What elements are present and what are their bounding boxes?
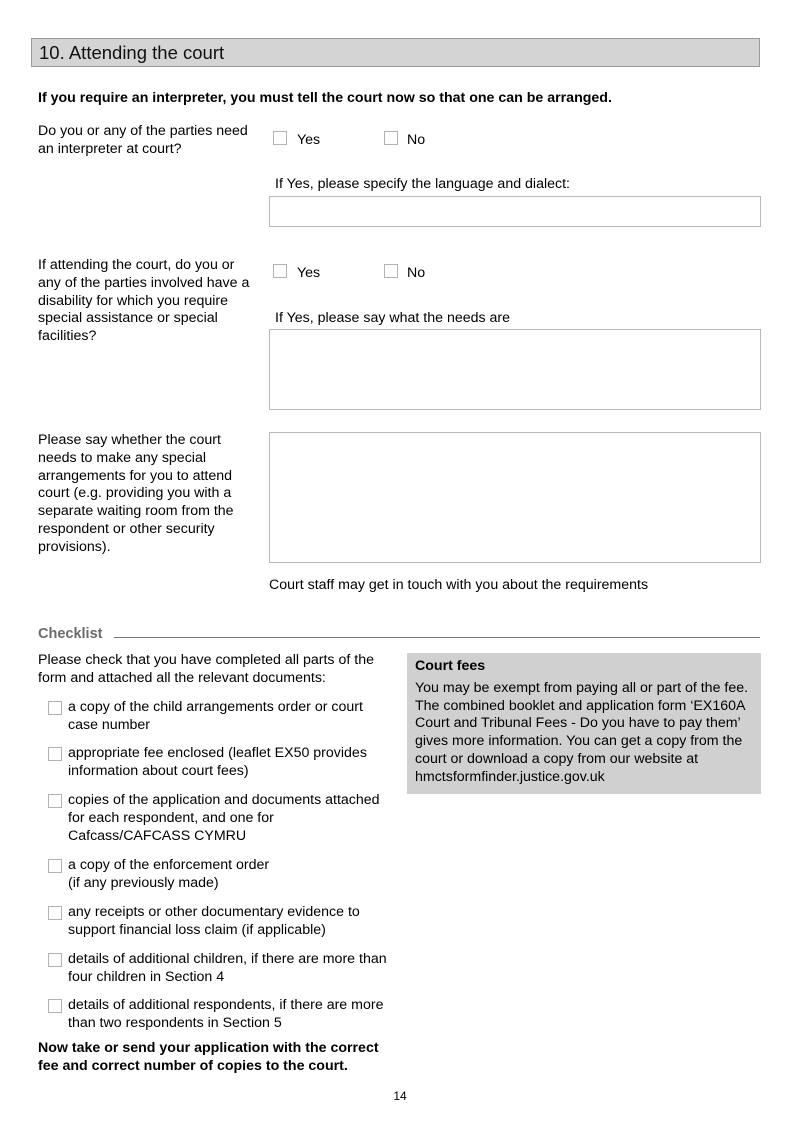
disability-question: If attending the court, do you or any of the parties involved have a disability for which you require special assistance or special facilities? [38,257,250,345]
checklist-checkbox[interactable] [48,701,62,715]
interpreter-language-field[interactable] [269,196,761,227]
interpreter-no-label: No [407,132,426,148]
interpreter-yes-label: Yes [297,132,321,148]
checklist-item-text: details of additional children, if there are more than four children in Section 4 [68,951,387,985]
court-fees-body: You may be exempt from paying all or part of the fee. The combined booklet and application form ‘EX160A Court and Tribunal Fees - Do you have to pay them’ gives more information. You can get a copy from the court or download a copy from our website at hmctsformfinder.justice.gov.uk [415,679,749,785]
checklist-item-text: a copy of the enforcement order (if any previously made) [68,857,270,891]
checklist-item-text: a copy of the child arrangements order or court case number [68,699,363,733]
disability-yes-label: Yes [297,265,321,281]
page-number: 14 [393,1089,407,1103]
checklist-item-text: details of additional respondents, if there are more than two respondents in Section 5 [68,997,384,1031]
checklist-item-text: appropriate fee enclosed (leaflet EX50 provides information about court fees) [68,745,367,779]
court-fees-title: Court fees [415,658,486,674]
special-arrangements-field[interactable] [269,432,761,563]
disability-no-label: No [407,265,426,281]
section-title: 10. Attending the court [31,38,760,67]
checklist-intro: Please check that you have completed all parts of the form and attached all the relevant documents: [38,652,374,686]
checklist-item-text: copies of the application and documents attached for each respondent, and one for Cafcass/CAFCASS CYMRU [68,792,380,844]
checklist-checkbox[interactable] [48,906,62,920]
interpreter-yes-checkbox[interactable] [273,131,287,145]
checklist-checkbox[interactable] [48,747,62,761]
interpreter-detail-prompt: If Yes, please specify the language and dialect: [275,176,570,192]
checklist-checkbox[interactable] [48,999,62,1013]
checklist-divider [114,637,760,638]
special-arrangements-note: Court staff may get in touch with you about the requirements [269,577,649,593]
interpreter-question: Do you or any of the parties need an interpreter at court? [38,123,248,157]
court-fees-panel [407,653,761,794]
interpreter-notice: If you require an interpreter, you must tell the court now so that one can be arranged. [38,90,612,106]
checklist-checkbox[interactable] [48,794,62,808]
checklist-item-text: any receipts or other documentary evidence to support financial loss claim (if applicable) [68,904,360,938]
checklist-checkbox[interactable] [48,859,62,873]
disability-no-checkbox[interactable] [384,264,398,278]
special-arrangements-question: Please say whether the court needs to make any special arrangements for you to attend court (e.g. providing you with a separate waiting room from the respondent or other security provisions). [38,432,234,555]
disability-detail-prompt: If Yes, please say what the needs are [275,310,511,326]
checklist-title: Checklist [38,626,103,642]
disability-yes-checkbox[interactable] [273,264,287,278]
checklist-checkbox[interactable] [48,953,62,967]
disability-needs-field[interactable] [269,329,761,410]
checklist-closing: Now take or send your application with the correct fee and correct number of copies to the court. [38,1040,379,1074]
interpreter-no-checkbox[interactable] [384,131,398,145]
